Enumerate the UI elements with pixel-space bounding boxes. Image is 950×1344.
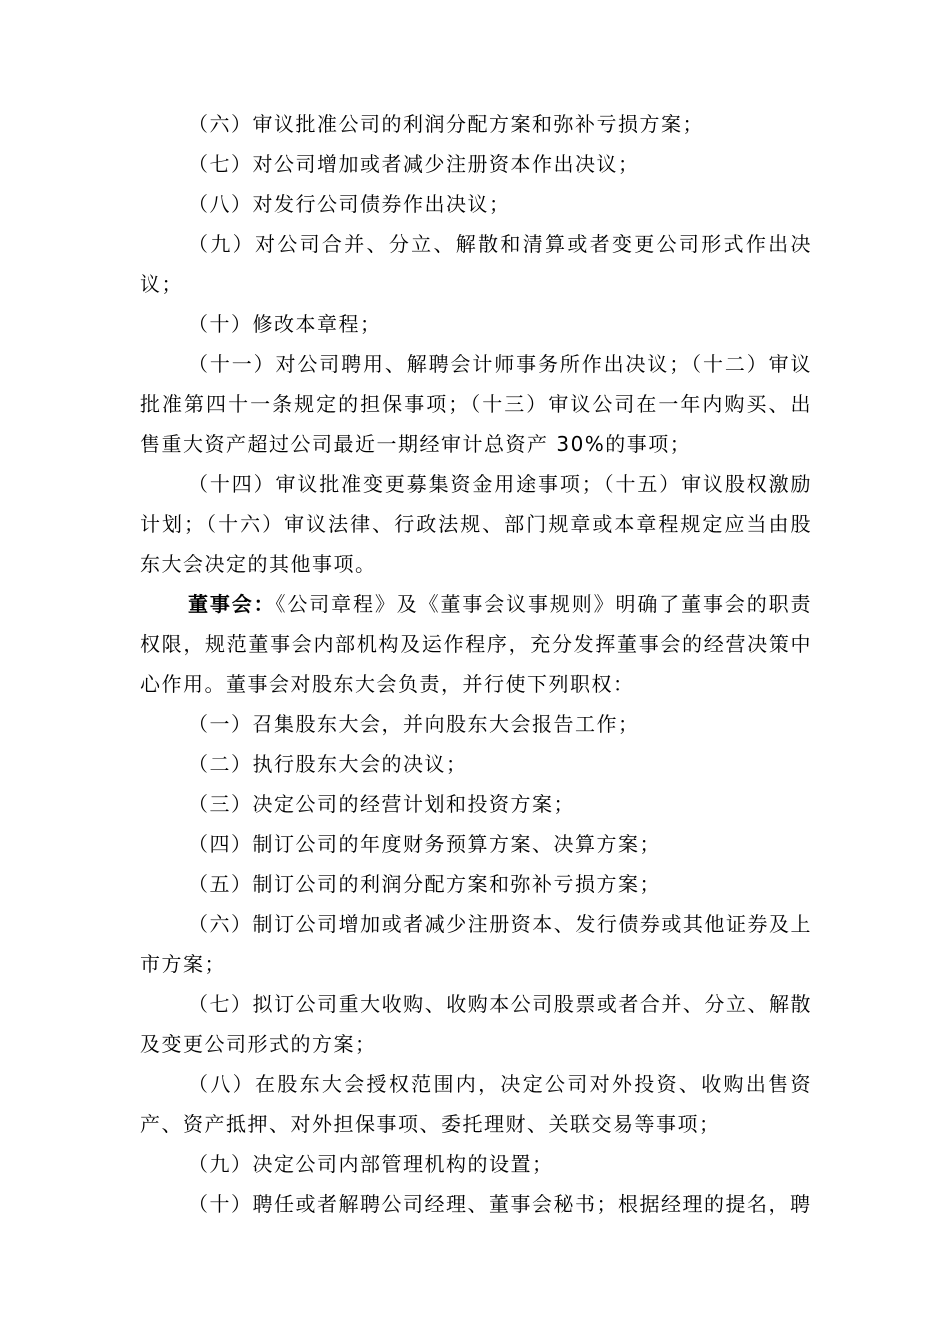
paragraph: （十一）对公司聘用、解聘会计师事务所作出决议；（十二）审议批准第四十一条规定的担保事项；（十三）审议公司在一年内购买、出售重大资产超过公司最近一期经审计总资产 30%的事项；	[140, 352, 812, 456]
paragraph: （十）聘任或者解聘公司经理、董事会秘书；根据经理的提名，聘	[188, 1192, 812, 1216]
paragraph: （六）制订公司增加或者减少注册资本、发行债券或其他证券及上市方案；	[140, 912, 812, 976]
paragraph: （五）制订公司的利润分配方案和弥补亏损方案；	[188, 872, 661, 896]
paragraph: （九）对公司合并、分立、解散和清算或者变更公司形式作出决议；	[140, 232, 812, 296]
paragraph: （三）决定公司的经营计划和投资方案；	[188, 792, 575, 816]
paragraph: （四）制订公司的年度财务预算方案、决算方案；	[188, 832, 661, 856]
paragraph: （十四）审议批准变更募集资金用途事项；（十五）审议股权激励计划；（十六）审议法律、行政法规、部门规章或本章程规定应当由股东大会决定的其他事项。	[140, 472, 812, 576]
paragraph: （六）审议批准公司的利润分配方案和弥补亏损方案；	[188, 112, 704, 136]
board-section-paragraph	[140, 584, 812, 704]
board-intro-text: 《公司章程》及《董事会议事规则》明确了董事会的职责权限，规范董事会内部机构及运作程序，充分发挥董事会的经营决策中心作用。董事会对股东大会负责，并行使下列职权：	[140, 592, 812, 696]
document-body	[140, 104, 812, 1224]
paragraph: （八）在股东大会授权范围内，决定公司对外投资、收购出售资产、资产抵押、对外担保事项、委托理财、关联交易等事项；	[140, 1072, 812, 1136]
paragraph: （七）拟订公司重大收购、收购本公司股票或者合并、分立、解散及变更公司形式的方案；	[140, 992, 812, 1056]
paragraph: （二）执行股东大会的决议；	[188, 752, 468, 776]
paragraph: （九）决定公司内部管理机构的设置；	[188, 1152, 554, 1176]
paragraph: （十）修改本章程；	[188, 312, 382, 336]
paragraph: （八）对发行公司债券作出决议；	[188, 192, 511, 216]
paragraph: （一）召集股东大会，并向股东大会报告工作；	[188, 712, 640, 736]
board-heading: 董事会：	[188, 592, 276, 616]
paragraph: （七）对公司增加或者减少注册资本作出决议；	[188, 152, 640, 176]
